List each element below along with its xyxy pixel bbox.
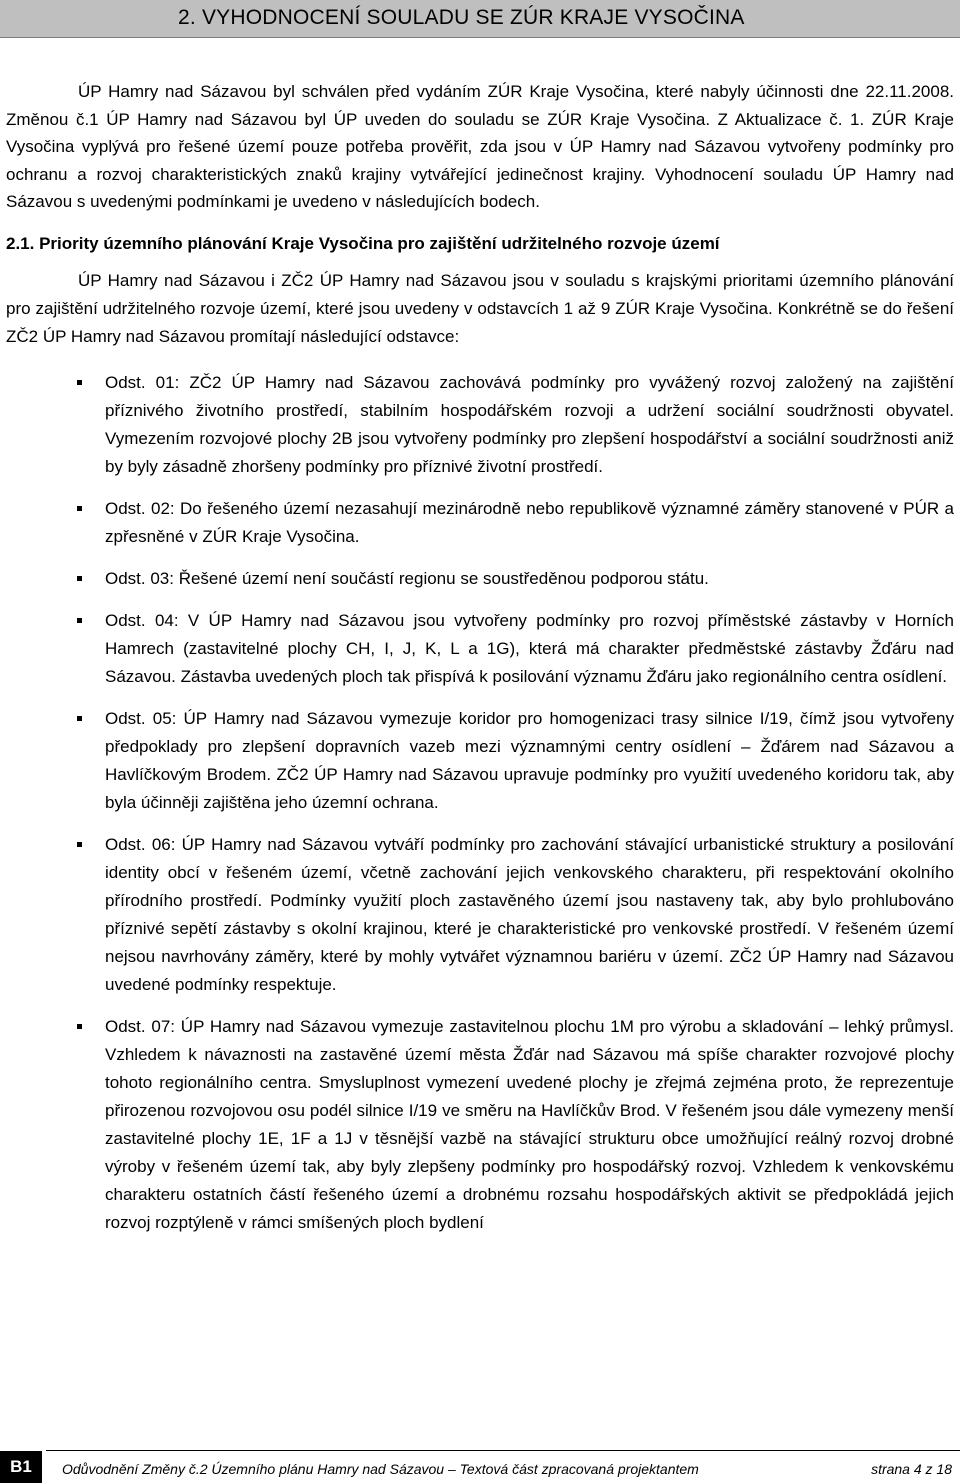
page-footer xyxy=(0,1445,960,1483)
list-item-text: Odst. 04: V ÚP Hamry nad Sázavou jsou vytvořeny podmínky pro rozvoj příměstské zástavby v Horních Hamrech (zastavitelné plochy CH, I, J, K, L a 1G), která má charakter předměstské zástavby Žďáru nad Sázavou. Zástavba uvedených ploch tak přispívá k posilování významu Žďáru jako regionálního centra osídlení. xyxy=(105,610,954,686)
intro-paragraph: ÚP Hamry nad Sázavou byl schválen před vydáním ZÚR Kraje Vysočina, které nabyly účinnosti dne 22.11.2008. Změnou č.1 ÚP Hamry nad Sázavou byl ÚP uveden do souladu se ZÚR Kraje Vysočina. Z Aktualizace č. 1. ZÚR Kraje Vysočina vyplývá pro řešené území pouze potřeba prověřit, zda jsou v ÚP Hamry nad Sázavou vytvořeny podmínky pro ochranu a rozvoj charakteristických znaků krajiny vytvářející jedinečnost krajiny. Vyhodnocení souladu ÚP Hamry nad Sázavou s uvedenými podmínkami je uvedeno v následujících bodech. xyxy=(6,82,954,211)
list-item-text: Odst. 02: Do řešeného území nezasahují mezinárodně nebo republikově významné záměry stanovené v PÚR a zpřesněné v ZÚR Kraje Vysočina. xyxy=(105,498,954,546)
footer-divider xyxy=(46,1450,960,1451)
list-item xyxy=(6,369,954,481)
chapter-title: 2. VYHODNOCENÍ SOULADU SE ZÚR KRAJE VYSOČINA xyxy=(178,6,745,29)
section-title: 2.1. Priority územního plánování Kraje Vysočina pro zajištění udržitelného rozvoje území xyxy=(6,233,720,253)
list-item-text: Odst. 03: Řešené území není součástí regionu se soustředěnou podporou státu. xyxy=(105,568,709,588)
bullet-list xyxy=(6,369,954,1237)
bullet-icon xyxy=(77,506,82,511)
bullet-icon xyxy=(77,716,82,721)
list-item xyxy=(6,565,954,593)
list-item-text: Odst. 06: ÚP Hamry nad Sázavou vytváří podmínky pro zachování stávající urbanistické struktury a posilování identity obcí v řešeném území, včetně zachování jejich venkovského charakteru, při respektování okolního přírodního prostředí. Podmínky využití ploch zastavěného území jsou nastaveny tak, aby bylo prohlubováno příznivé sepětí zástavby s okolní krajinou, které je charakteristické pro venkovské prostředí. V řešeném území nejsou navrhovány záměry, které by mohly vytvářet významnou bariéru v území. ZČ2 ÚP Hamry nad Sázavou uvedené podmínky respektuje. xyxy=(105,834,954,994)
document-body xyxy=(6,78,954,1251)
chapter-heading-bar xyxy=(0,0,960,38)
bullet-icon xyxy=(77,842,82,847)
bullet-icon xyxy=(77,618,82,623)
bullet-icon xyxy=(77,576,82,581)
bullet-icon xyxy=(77,1024,82,1029)
list-item-text: Odst. 01: ZČ2 ÚP Hamry nad Sázavou zachovává podmínky pro vyvážený rozvoj založený na zajištění příznivého životního prostředí, stabilním hospodářském rozvoji a udržení sociální soudržnosti obyvatel. Vymezením rozvojové plochy 2B jsou vytvořeny podmínky pro zlepšení hospodářství a sociální soudržnosti aniž by byly zásadně zhoršeny podmínky pro příznivé životní prostředí. xyxy=(105,372,954,476)
bullet-icon xyxy=(77,380,82,385)
list-item-text: Odst. 07: ÚP Hamry nad Sázavou vymezuje zastavitelnou plochu 1M pro výrobu a skladování – lehký průmysl. Vzhledem k návaznosti na zastavěné území města Žďár nad Sázavou má spíše charakter rozvojové plochy tohoto regionálního centra. Smysluplnost vymezení uvedené plochy je zřejmá zejména proto, že reprezentuje přirozenou rozvojovou osu podél silnice I/19 ve směru na Havlíčkův Brod. V řešeném jsou dále vymezeny menší zastavitelné plochy 1E, 1F a 1J v těsnější vazbě na stávající strukturu obce umožňující reálný rozvoj drobné výroby v řešeném území tak, aby byly zlepšeny podmínky pro hospodářský rozvoj. Vzhledem k venkovskému charakteru ostatních částí řešeného území a drobnému rozsahu hospodářských aktivit se předpokládá jejich rozvoj rozptýleně v rámci smíšených ploch bydlení xyxy=(105,1016,954,1232)
footer-document-title: Odůvodnění Změny č.2 Územního plánu Hamry nad Sázavou – Textová část zpracovaná projektantem xyxy=(62,1461,699,1477)
list-item xyxy=(6,705,954,817)
footer-page-number: strana 4 z 18 xyxy=(871,1461,952,1477)
list-item xyxy=(6,831,954,999)
list-item xyxy=(6,607,954,691)
list-item xyxy=(6,1013,954,1237)
footer-code-badge: B1 xyxy=(0,1451,42,1483)
list-item-text: Odst. 05: ÚP Hamry nad Sázavou vymezuje koridor pro homogenizaci trasy silnice I/19, čímž jsou vytvořeny předpoklady pro zlepšení dopravních vazeb mezi významnými centry osídlení – Žďárem nad Sázavou a Havlíčkovým Brodem. ZČ2 ÚP Hamry nad Sázavou upravuje podmínky pro využití uvedeného koridoru tak, aby byla účinněji zajištěna jeho územní ochrana. xyxy=(105,708,954,812)
section-paragraph: ÚP Hamry nad Sázavou i ZČ2 ÚP Hamry nad Sázavou jsou v souladu s krajskými prioritami územního plánování pro zajištění udržitelného rozvoje území, které jsou uvedeny v odstavcích 1 až 9 ZÚR Kraje Vysočina. Konkrétně se do řešení ZČ2 ÚP Hamry nad Sázavou promítají následující odstavce: xyxy=(6,270,954,346)
list-item xyxy=(6,495,954,551)
